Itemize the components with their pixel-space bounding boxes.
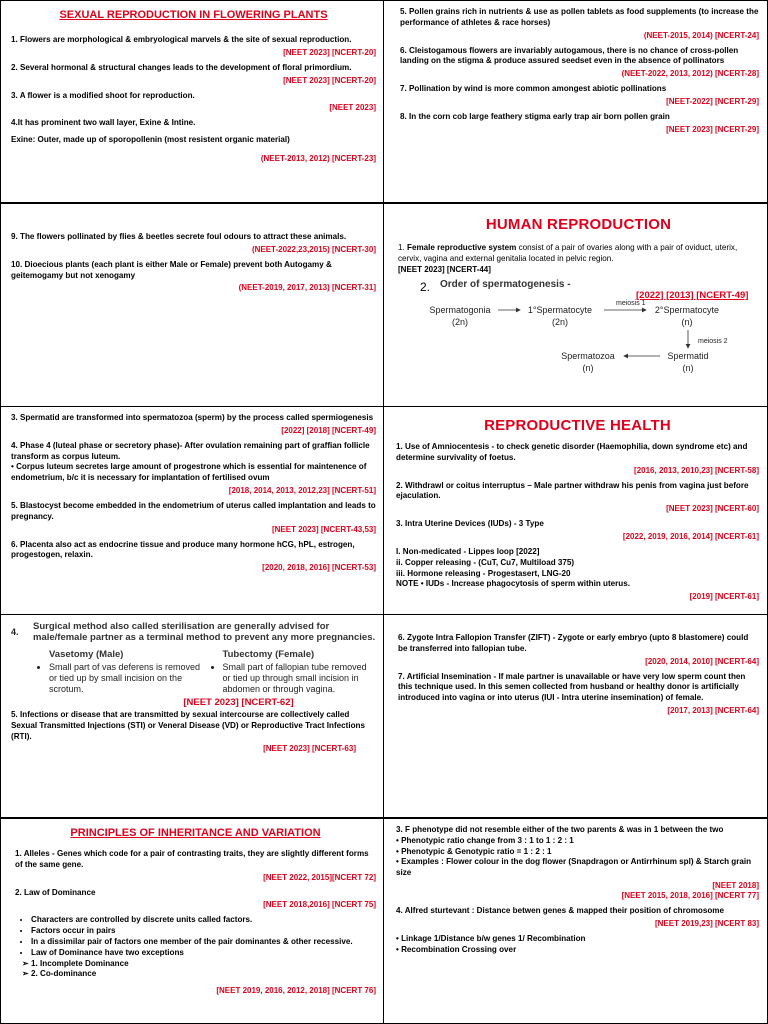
exam-reference: [NEET 2019, 2016, 2012, 2018] [NCERT 76] — [216, 986, 376, 996]
panel-sexual-reproduction-plants — [0, 0, 385, 203]
exam-reference: (NEET-2015, 2014) [NCERT-24] — [643, 30, 759, 40]
exam-reference: (NEET-2022, 2013, 2012) [NCERT-28] — [621, 69, 759, 79]
note-item: 1. Flowers are morphological & embryological marvels & the site of sexual reproduction. — [11, 35, 352, 44]
note-item: • Phenotypic ratio change from 3 : 1 to 1 : 2 : 1 — [396, 835, 574, 845]
note-item: iii. Hormone releasing - Progestasert, LNG-20 — [396, 568, 571, 578]
panel-incomplete-dominance — [383, 818, 768, 1024]
exam-reference: (NEET-2019, 2017, 2013) [NCERT-31] — [238, 283, 376, 293]
note-item: ii. Copper releasing - (CuT, Cu7, Multiload 375) — [396, 557, 575, 567]
column-heading: Vasetomy (Male) — [49, 649, 124, 660]
exam-reference: [2017, 2013] [NCERT-64] — [667, 705, 759, 715]
exam-reference: [NEET 2023] [NCERT-43,53] — [271, 524, 376, 534]
list-item: • Characters are controlled by discrete units called factors. — [31, 915, 376, 926]
tubectomy-column — [203, 649, 377, 695]
diagram-title: Order of spermatogenesis - — [440, 278, 571, 290]
exam-reference: [NEET 2023] [NCERT-44] — [398, 264, 491, 274]
node-label: Spermatid — [667, 350, 709, 361]
dominance-list — [15, 915, 376, 980]
note-item: 3. Intra Uterine Devices (IUDs) - 3 Type — [396, 519, 544, 529]
panel-pollinators — [0, 203, 385, 408]
note-item: • Linkage 1/Distance b/w genes 1/ Recombination — [396, 933, 586, 943]
item-keyword: Female reproductive system — [407, 243, 517, 252]
node-ploidy: (n) — [681, 316, 693, 327]
node-ploidy: (2n) — [551, 316, 568, 327]
node-label: Spermatozoa — [561, 350, 615, 361]
exam-reference: [2018, 2014, 2013, 2012,23] [NCERT-51] — [228, 485, 376, 495]
meiosis-1-label: meiosis 1 — [616, 299, 646, 307]
exam-reference: (NEET-2022,23,2015) [NCERT-30] — [251, 244, 376, 254]
panel-inheritance — [0, 818, 385, 1024]
exam-reference: [2020, 2018, 2016] [NCERT-53] — [262, 563, 376, 573]
panel-human-reproduction — [383, 203, 768, 408]
note-item: 6. Zygote Intra Fallopion Transfer (ZIFT) - Zygote or early embryo (upto 8 blastomere) could be transferred into fallopian tube. — [398, 633, 749, 653]
item-number: 1. — [398, 243, 407, 252]
exam-reference: [2022, 2019, 2016, 2014] [NCERT-61] — [622, 531, 759, 541]
node-label: 1°Spermatocyte — [527, 304, 593, 315]
exam-reference: [NEET 2023] [NCERT-29] — [666, 124, 759, 134]
note-item: 4. Phase 4 (luteal phase or secretory phase)- After ovulation remaining part of graffian follicle transform as corpus luteum. — [11, 440, 370, 461]
exam-reference: [NEET 2022, 2015][NCERT 72] — [263, 872, 376, 882]
note-item: 8. In the corn cob large feathery stigma early trap air born pollen grain — [400, 111, 670, 121]
note-item: 6. Placenta also act as endocrine tissue and produce many hormone hCG, hPL, estrogen, progestogen, relaxin. — [11, 539, 355, 560]
note-item: 3. A flower is a modified shoot for reproduction. — [11, 90, 195, 100]
list-item: ➢ 1. Incomplete Dominance — [31, 959, 376, 970]
exam-reference: [NEET 2023] [NCERT-20] — [283, 47, 376, 57]
list-item: ➢ 2. Co-dominance — [31, 969, 376, 980]
note-item: 5. Blastocyst become embedded in the endometrium of uterus called implantation and leads to pregnancy. — [11, 500, 376, 521]
exam-reference: [NEET 2019,23] [NCERT 83] — [654, 918, 759, 928]
sterilisation-columns — [11, 649, 376, 695]
exam-reference: [2022] [2018] [NCERT-49] — [281, 425, 376, 435]
exam-reference: [2020, 2014, 2010] [NCERT-64] — [645, 656, 759, 666]
list-item: • Factors occur in pairs — [31, 926, 376, 937]
panel-sterilisation — [0, 614, 385, 818]
panel-zift — [383, 614, 768, 818]
exam-reference: [NEET 2018] — [712, 880, 759, 890]
list-item: • Law of Dominance have two exceptions — [31, 948, 376, 959]
exam-reference: [2019] [NCERT-61] — [689, 592, 759, 602]
item-text: consist of a pair of ovaries along with a pair of oviduct, uterix, cervix, vagina and external genitalia located in pelvic region. — [398, 243, 738, 263]
note-item: Exine: Outer, made up of sporopollenin (most resistent organic material) — [11, 135, 290, 145]
spermatogenesis-diagram — [398, 280, 759, 380]
exam-reference: [2022] [2013] [NCERT-49] — [636, 289, 749, 301]
note-item: 4.It has prominent two wall layer, Exine & Intine. — [11, 118, 196, 128]
panel-pollination — [383, 0, 768, 203]
note-item: 4. Alfred sturtevant : Distance betwen genes & mapped their position of chromosome — [396, 905, 725, 915]
note-item: • Phenotypic & Genotypic ratio = 1 : 2 : 1 — [396, 846, 552, 856]
list-item: • In a dissimilar pair of factors one member of the pair dominantes & other recessive. — [31, 937, 376, 948]
panel-spermiogenesis — [0, 406, 385, 616]
node-ploidy: (n) — [682, 362, 694, 373]
diagram-arrows — [398, 280, 758, 380]
vasectomy-column — [29, 649, 203, 695]
exam-reference: [NEET 2023] — [329, 103, 376, 113]
note-item — [398, 243, 759, 265]
section-title: REPRODUCTIVE HEALTH — [484, 417, 671, 434]
note-item: • Recombination Crossing over — [396, 944, 517, 954]
note-item: 7. Pollination by wind is more common amongest abiotic pollinations — [400, 84, 667, 94]
section-title: SEXUAL REPRODUCTION IN FLOWERING PLANTS — [59, 9, 328, 21]
note-item: I. Non-medicated - Lippes loop [2022] — [396, 546, 540, 556]
exam-reference: [NEET-2022] [NCERT-29] — [666, 96, 759, 106]
exam-reference: [NEET 2023] [NCERT-63] — [263, 744, 356, 754]
exam-reference: [NEET 2015, 2018, 2016] [NCERT 77] — [621, 890, 759, 900]
item-number: 4. — [11, 627, 19, 637]
sterilisation-block — [11, 621, 376, 708]
note-item: NOTE • IUDs - Increase phagocytosis of sperm within uterus. — [396, 579, 631, 589]
exam-reference: [NEET 2018,2016] [NCERT 75] — [263, 900, 376, 910]
item-number: 2. — [420, 279, 431, 294]
exam-reference: [NEET 2023] [NCERT-62] — [183, 697, 294, 708]
exam-reference: [NEET 2023] [NCERT-60] — [666, 504, 759, 514]
exam-reference: [2016, 2013, 2010,23] [NCERT-58] — [634, 465, 759, 475]
note-item: 1. Alleles - Genes which code for a pair of contrasting traits, they are slightly different forms of the same gene. — [15, 849, 369, 869]
note-item: 9. The flowers pollinated by flies & beetles secrete foul odours to attract these animals. — [11, 232, 347, 241]
panel-reproductive-health — [383, 406, 768, 616]
column-text: • Small part of vas deferens is removed or tied up by small incision on the scrotum. — [49, 662, 203, 695]
exam-reference: (NEET-2013, 2012) [NCERT-23] — [260, 153, 376, 163]
note-item: 5. Pollen grains rich in nutrients & use as pollen tablets as food supplements (to increase the performance of athletes & race horses) — [400, 7, 759, 27]
node-ploidy: (n) — [582, 362, 594, 373]
node-ploidy: (2n) — [451, 316, 468, 327]
note-item: 5. Infections or disease that are transmitted by sexual intercourse are collectively called Sexual Transmitted Injections (STI) or Veneral Disease (VD) or Reproductive Tract Infections (RTI). — [11, 710, 365, 741]
meiosis-2-label: meiosis 2 — [698, 337, 728, 345]
section-title: PRINCIPLES OF INHERITANCE AND VARIATION — [70, 827, 321, 839]
note-item: 1. Use of Amniocentesis - to check genetic disorder (Haemophilia, down syndrome etc) and determine survivality of foetus. — [396, 442, 748, 462]
note-item: 3. F phenotype did not resemble either of the two parents & was in 1 between the two — [396, 825, 724, 834]
note-item: 7. Artificial Insemination - If male partner is unavailable or have very low sperm count then this technique used. In this semen collected from husband or healthy donor is artificially introduced into vagina or into uterus (IUI - Intra uterine insemination) of female. — [398, 671, 746, 703]
note-item: • Corpus luteum secretes large amount of progestrone which is essential for maintenence of endometrium, b/c it is necessary for implantation of fertilised ovum — [11, 462, 367, 483]
exam-reference: [NEET 2023] [NCERT-20] — [283, 75, 376, 85]
note-item: 2. Law of Dominance — [15, 887, 96, 897]
node-label: 2°Spermatocyte — [654, 304, 720, 315]
sterilisation-lead: Surgical method also called sterilisation are generally advised for male/female partner as a terminal method to prevent any more pregnancies. — [33, 621, 376, 643]
column-heading: Tubectomy (Female) — [222, 649, 315, 660]
note-item: 10. Dioecious plants (each plant is either Male or Female) prevent both Autogamy & geitemogamy but not xenogamy — [11, 259, 332, 280]
note-item: • Examples : Flower colour in the dog flower (Snapdragon or Antirrhinum spl) & Starch grain size — [396, 857, 752, 878]
note-item: 6. Cleistogamous flowers are invariably autogamous, there is no chance of cross-pollen landing on the stigma & produce assured seedset even in the absence of pollinators — [400, 45, 739, 66]
note-item: 2. Several hormonal & structural changes leads to the development of floral primordium. — [11, 62, 352, 72]
column-text: • Small part of fallopian tube removed or tied up through small incision in abdomen or through vagina. — [223, 662, 377, 695]
note-item: 3. Spermatid are transformed into spermatozoa (sperm) by the process called spermiogenesis — [11, 413, 374, 422]
section-title: HUMAN REPRODUCTION — [485, 216, 672, 233]
note-item: 2. Withdrawl or coitus interruptus – Male partner withdraw his penis from vagina just before ejaculation. — [396, 480, 749, 501]
node-label: Spermatogonia — [429, 304, 491, 315]
